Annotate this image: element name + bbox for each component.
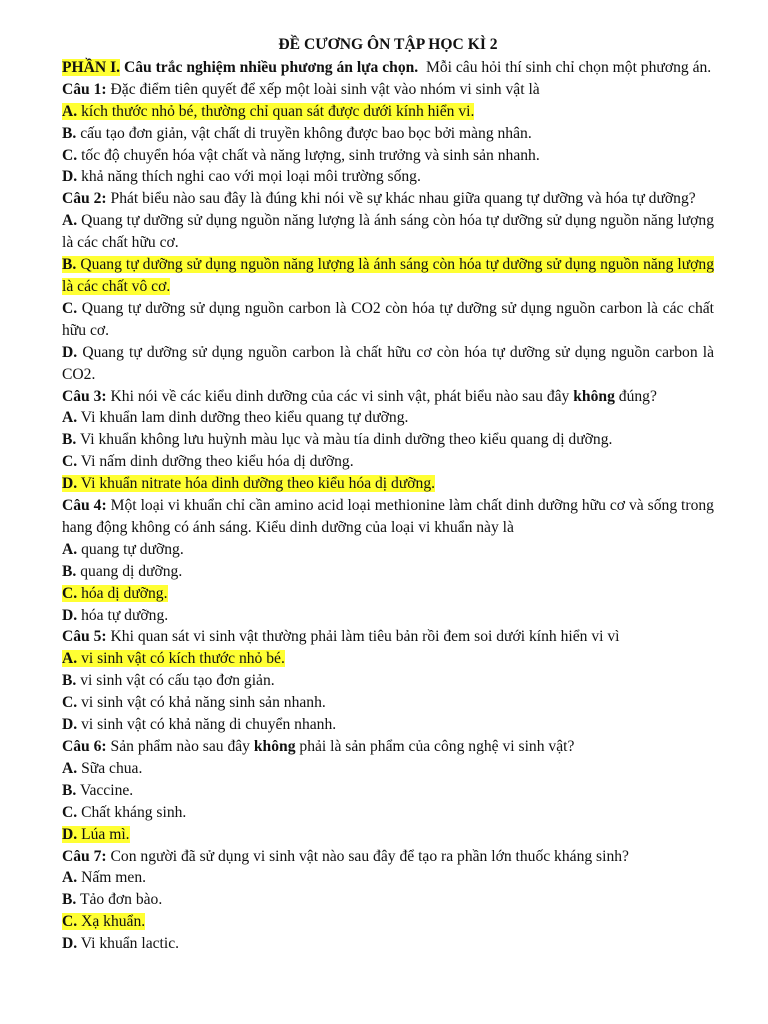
answer-option	[62, 911, 714, 933]
answer-option	[62, 539, 714, 561]
option-letter: A.	[62, 869, 78, 887]
option-text: hóa tự dưỡng.	[81, 606, 169, 624]
question-text: phải là sản phẩm của công nghệ vi sinh vật?	[295, 738, 575, 755]
option-letter: A.	[62, 102, 78, 120]
question-stem	[62, 626, 714, 648]
option-text: cấu tạo đơn giản, vật chất di truyền không được bao bọc bởi màng nhân.	[80, 124, 532, 142]
option-letter: B.	[62, 124, 77, 142]
question-number: Câu 7:	[62, 847, 107, 865]
option-letter: A.	[62, 759, 78, 777]
question-stem	[62, 386, 714, 408]
highlighted-answer	[62, 256, 714, 295]
option-text: vi sinh vật có khả năng di chuyển nhanh.	[81, 716, 337, 734]
answer-option	[62, 780, 714, 802]
section-header	[62, 57, 714, 79]
answer-content	[62, 212, 714, 251]
question-number: Câu 1:	[62, 80, 107, 98]
option-text: Quang tự dưỡng sử dụng nguồn năng lượng là ánh sáng còn hóa tự dưỡng sử dụng nguồn năng lượng là các chất vô cơ.	[62, 256, 715, 295]
answer-content	[62, 300, 714, 339]
highlighted-answer	[62, 475, 435, 492]
question-stem	[62, 846, 714, 868]
answer-option	[62, 824, 714, 846]
answer-content	[62, 672, 275, 689]
answer-option	[62, 758, 714, 780]
question-number: Câu 3:	[62, 387, 107, 405]
section-heading: Câu trắc nghiệm nhiều phương án lựa chọn.	[123, 58, 419, 76]
answer-option	[62, 714, 714, 736]
option-text: Lúa mì.	[81, 825, 130, 843]
question-number: Câu 6:	[62, 738, 107, 755]
question-emphasis: không	[573, 387, 615, 405]
answer-option	[62, 145, 714, 167]
question-stem	[62, 736, 714, 758]
answer-content	[62, 694, 326, 711]
answer-option	[62, 670, 714, 692]
answer-content	[62, 716, 336, 733]
question-text: Khi quan sát vi sinh vật thường phải làm tiêu bản rồi đem soi dưới kính hiển vi vì	[110, 628, 620, 646]
highlighted-answer	[62, 826, 130, 843]
option-text: Chất kháng sinh.	[81, 803, 187, 821]
answer-content	[62, 760, 142, 777]
question-number: Câu 2:	[62, 190, 107, 208]
answer-option	[62, 867, 714, 889]
option-text: Vi khuẩn không lưu huỳnh màu lục và màu tía dinh dưỡng theo kiểu quang dị dưỡng.	[79, 431, 613, 449]
option-letter: A.	[62, 409, 78, 427]
answer-option	[62, 101, 714, 123]
option-letter: C.	[62, 299, 78, 317]
option-letter: C.	[62, 453, 78, 471]
answer-option	[62, 298, 714, 342]
question-text: Sản phẩm nào sau đây	[110, 738, 254, 755]
question-stem	[62, 79, 714, 101]
option-letter: D.	[62, 168, 78, 186]
highlighted-answer	[62, 103, 474, 120]
answer-option	[62, 802, 714, 824]
option-letter: C.	[62, 694, 78, 712]
option-text: tốc độ chuyển hóa vật chất và năng lượng, sinh trưởng và sinh sản nhanh.	[81, 146, 540, 164]
option-letter: B.	[62, 672, 77, 690]
question-emphasis: không	[253, 738, 296, 755]
option-text: quang dị dưỡng.	[80, 562, 183, 580]
option-letter: B.	[62, 781, 77, 799]
option-letter: D.	[62, 343, 78, 361]
option-text: Vi khuẩn lam dinh dưỡng theo kiểu quang tự dưỡng.	[80, 409, 409, 427]
option-text: vi sinh vật có cấu tạo đơn giản.	[80, 672, 275, 690]
option-text: Vaccine.	[79, 781, 134, 799]
option-letter: D.	[62, 606, 78, 624]
option-letter: D.	[62, 716, 78, 734]
section-label: PHẦN I.	[62, 58, 121, 76]
option-letter: B.	[62, 891, 77, 909]
answer-content	[62, 541, 184, 558]
answer-option	[62, 451, 714, 473]
option-letter: D.	[62, 825, 78, 843]
option-letter: C.	[62, 803, 78, 821]
answer-option	[62, 648, 714, 670]
answer-option	[62, 473, 714, 495]
option-text: Vi khuẩn lactic.	[80, 935, 180, 953]
answer-option	[62, 407, 714, 429]
option-text: Tảo đơn bào.	[79, 891, 163, 909]
answer-option	[62, 429, 714, 451]
question-text: Phát biểu nào sau đây là đúng khi nói về sự khác nhau giữa quang tự dưỡng và hóa tự dưỡng?	[110, 190, 696, 208]
question-number: Câu 5:	[62, 628, 107, 646]
option-letter: B.	[62, 431, 77, 449]
answer-content	[62, 168, 421, 185]
answer-option	[62, 166, 714, 188]
answer-option	[62, 254, 714, 298]
option-text: Quang tự dưỡng sử dụng nguồn carbon là chất hữu cơ còn hóa tự dưỡng sử dụng nguồn carbon là CO2.	[62, 343, 714, 383]
option-text: Quang tự dưỡng sử dụng nguồn carbon là CO2 còn hóa tự dưỡng sử dụng nguồn carbon là các chất hữu cơ.	[62, 299, 714, 339]
answer-content	[62, 607, 168, 624]
option-text: Sữa chua.	[81, 759, 143, 777]
option-text: Quang tự dưỡng sử dụng nguồn năng lượng là ánh sáng còn hóa tự dưỡng sử dụng nguồn năng lượng là các chất hữu cơ.	[62, 212, 714, 252]
option-text: quang tự dưỡng.	[81, 540, 184, 558]
answer-content	[62, 869, 146, 886]
answer-content	[62, 409, 408, 426]
option-text: Vi khuẩn nitrate hóa dinh dưỡng theo kiểu hóa dị dưỡng.	[80, 475, 436, 493]
answer-content	[62, 891, 162, 908]
question-text: Một loại vi khuẩn chỉ cần amino acid loại methionine làm chất dinh dưỡng hữu cơ và sống trong hang động không có ánh sáng. Kiểu dinh dưỡng của loại vi khuẩn này là	[62, 497, 714, 536]
answer-option	[62, 889, 714, 911]
option-text: kích thước nhỏ bé, thường chỉ quan sát được dưới kính hiển vi.	[81, 102, 475, 120]
answer-option	[62, 342, 714, 386]
document-title: ĐỀ CƯƠNG ÔN TẬP HỌC KÌ 2	[278, 36, 498, 53]
question-stem	[62, 495, 714, 539]
option-letter: A.	[62, 540, 78, 558]
option-letter: B.	[62, 256, 77, 274]
question-text: Đặc điểm tiên quyết để xếp một loài sinh vật vào nhóm vi sinh vật là	[110, 80, 540, 98]
option-text: hóa dị dưỡng.	[81, 584, 168, 602]
section-instruction: Mỗi câu hỏi thí sinh chỉ chọn một phương án.	[425, 58, 712, 76]
question-text: đúng?	[614, 387, 657, 405]
answer-content	[62, 935, 179, 952]
answer-option	[62, 123, 714, 145]
option-letter: D.	[62, 475, 78, 493]
highlighted-answer	[62, 913, 145, 930]
answer-content	[62, 782, 133, 799]
option-text: vi sinh vật có khả năng sinh sản nhanh.	[81, 694, 326, 712]
answer-option	[62, 583, 714, 605]
question-stem	[62, 188, 714, 210]
question-text: Khi nói về các kiểu dinh dưỡng của các vi sinh vật, phát biểu nào sau đây	[110, 387, 574, 405]
answer-content	[62, 344, 714, 383]
answer-option	[62, 692, 714, 714]
option-letter: A.	[62, 212, 78, 230]
answer-option	[62, 933, 714, 955]
option-text: khả năng thích nghi cao với mọi loại môi trường sống.	[81, 168, 421, 186]
answer-content	[62, 804, 186, 821]
option-letter: C.	[62, 146, 78, 164]
option-text: Nấm men.	[81, 869, 147, 887]
option-letter: D.	[62, 935, 78, 953]
option-text: Xạ khuẩn.	[81, 913, 146, 931]
question-number: Câu 4:	[62, 497, 107, 515]
option-letter: C.	[62, 913, 78, 931]
answer-content	[62, 563, 182, 580]
option-letter: C.	[62, 584, 78, 602]
highlighted-answer	[62, 585, 168, 602]
option-letter: B.	[62, 562, 77, 580]
question-list	[62, 79, 714, 955]
answer-option	[62, 605, 714, 627]
option-text: vi sinh vật có kích thước nhỏ bé.	[81, 650, 285, 668]
answer-content	[62, 431, 612, 448]
option-letter: A.	[62, 650, 78, 668]
highlighted-answer	[62, 650, 285, 667]
question-text: Con người đã sử dụng vi sinh vật nào sau đây để tạo ra phần lớn thuốc kháng sinh?	[110, 847, 629, 865]
answer-content	[62, 147, 540, 164]
option-text: Vi nấm dinh dưỡng theo kiểu hóa dị dưỡng.	[80, 453, 354, 471]
answer-option	[62, 210, 714, 254]
answer-option	[62, 561, 714, 583]
answer-content	[62, 453, 354, 470]
answer-content	[62, 125, 532, 142]
